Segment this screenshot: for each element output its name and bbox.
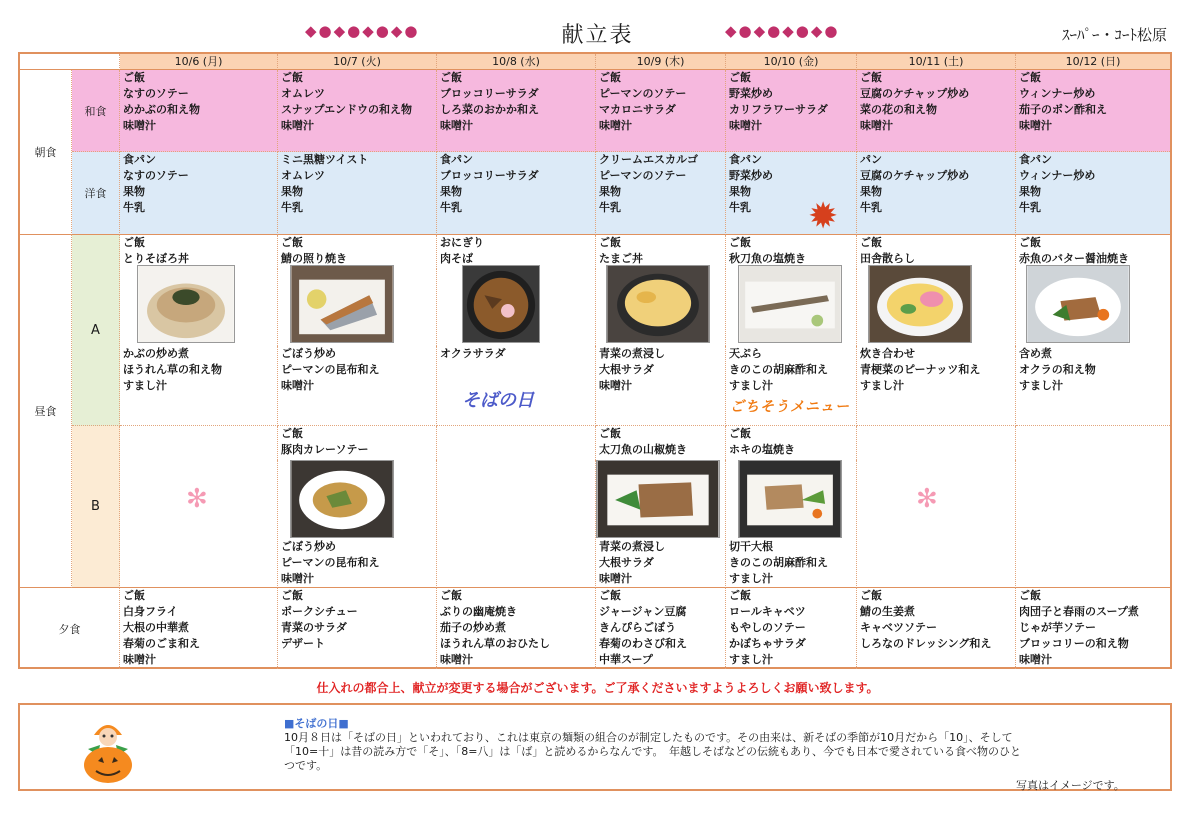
menu-item: ブロッコリーの和え物: [1019, 637, 1129, 650]
day-header: 10/8 (水): [437, 54, 596, 70]
menu-item: すまし汁: [1019, 379, 1063, 392]
gochisou-menu-label: ごちそうメニュー: [730, 399, 850, 415]
lunch-a-top-cell: [1016, 235, 1170, 269]
photo-hoki-shioyaki: [738, 460, 842, 538]
menu-item: 食パン: [729, 153, 762, 166]
menu-item: 果物: [123, 185, 145, 198]
menu-item: 食パン: [1019, 153, 1052, 166]
dinner-cell: [857, 588, 1016, 669]
page-title: 献立表: [561, 23, 634, 48]
menu-item: スナップエンドウの和え物: [281, 103, 413, 116]
menu-item: 味噌汁: [440, 119, 473, 132]
breakfast-wa-cell: [437, 70, 596, 152]
menu-item: 茄子のポン酢和え: [1019, 103, 1107, 116]
day-header: 10/11 (土): [857, 54, 1016, 70]
menu-item: 肉団子と春雨のスープ煮: [1019, 605, 1139, 618]
menu-item: 豆腐のケチャップ炒め: [860, 87, 970, 100]
menu-item: 太刀魚の山椒焼き: [599, 443, 687, 456]
menu-item: 味噌汁: [599, 379, 632, 392]
menu-item: おにぎり: [440, 236, 484, 249]
breakfast-wa-cell: [596, 70, 726, 152]
menu-item: 豆腐のケチャップ炒め: [860, 169, 970, 182]
menu-item: なすのソテー: [123, 169, 189, 182]
menu-item: ピーマンの昆布和え: [281, 363, 380, 376]
info-text: 10月８日は「そばの日」といわれており、これは東京の麺類の組合のが制定したものです。その由来は、新そばの季節が10月だから「10」、そして「10=十」は昔の読み方で「そ」、「8=八」は「ば」と読めるからなんです。 年越しそばなどの伝統もあり、今でも日本で愛されている食べ物のひとつです。: [284, 731, 1022, 772]
soba-day-info-box: [18, 703, 1172, 791]
lunch-a-top-cell: [278, 235, 437, 269]
day-header: 10/12 (日): [1016, 54, 1170, 70]
menu-item: ウィンナー炒め: [1019, 87, 1096, 100]
menu-item: 鯖の照り焼き: [281, 252, 347, 265]
menu-item: オムレツ: [281, 87, 325, 100]
day-header: 10/7 (火): [278, 54, 437, 70]
menu-item: ご飯: [1019, 236, 1041, 249]
menu-item: マカロニサラダ: [599, 103, 676, 116]
menu-item: しろ菜のおかか和え: [440, 103, 539, 116]
lunch-b-top-cell: [120, 426, 278, 460]
menu-item: 食パン: [123, 153, 156, 166]
menu-item: 牛乳: [440, 201, 462, 214]
flower-icon: ✻: [186, 484, 208, 514]
menu-item: 味噌汁: [860, 119, 893, 132]
lunch-b-top-cell: [857, 426, 1016, 460]
menu-item: ポークシチュー: [281, 605, 358, 618]
photo-akauo-butter: [1026, 265, 1130, 343]
menu-item: 野菜炒め: [729, 87, 773, 100]
menu-item: ご飯: [123, 71, 145, 84]
menu-item: ごぼう炒め: [281, 540, 336, 553]
menu-item: すまし汁: [729, 572, 773, 585]
menu-item: 牛乳: [599, 201, 621, 214]
photo-tachiuo-sansho: [596, 460, 720, 538]
lunch-b-divider: [437, 460, 596, 588]
menu-item: ピーマンの昆布和え: [281, 556, 380, 569]
photo-inaka-chirashi: [868, 265, 972, 343]
menu-item: 秋刀魚の塩焼き: [729, 252, 806, 265]
lunch-b-top-cell: [1016, 426, 1170, 460]
menu-item: ご飯: [860, 236, 882, 249]
menu-item: ご飯: [729, 71, 751, 84]
menu-item: パン: [860, 153, 882, 166]
menu-item: オムレツ: [281, 169, 325, 182]
menu-item: 青菜の煮浸し: [599, 540, 665, 553]
menu-item: ご飯: [281, 589, 303, 602]
label-lunch: 昼食: [20, 235, 72, 588]
menu-item: 牛乳: [281, 201, 303, 214]
menu-item: 春菊のごま和え: [123, 637, 200, 650]
menu-item: とりそぼろ丼: [123, 252, 189, 265]
menu-item: 中華スープ: [599, 653, 653, 666]
menu-item: ごぼう炒め: [281, 347, 336, 360]
menu-item: 牛乳: [1019, 201, 1041, 214]
menu-item: 田舎散らし: [860, 252, 915, 265]
menu-item: 果物: [1019, 185, 1041, 198]
menu-item: ご飯: [599, 589, 621, 602]
menu-item: ご飯: [123, 236, 145, 249]
menu-item: カリフラワーサラダ: [729, 103, 828, 116]
menu-item: 春菊のわさび和え: [599, 637, 687, 650]
label-wa: 和食: [72, 70, 120, 152]
menu-item: すまし汁: [123, 379, 167, 392]
menu-item: 味噌汁: [1019, 119, 1052, 132]
photo-tamago-don: [606, 265, 710, 343]
menu-item: ジャージャン豆腐: [599, 605, 687, 618]
lunch-b-top-cell: [726, 426, 857, 460]
photo-pork-curry-saute: [290, 460, 394, 538]
menu-item: ホキの塩焼き: [729, 443, 795, 456]
menu-item: 青梗菜のピーナッツ和え: [860, 363, 981, 376]
menu-item: ほうれん草のおひたし: [440, 637, 550, 650]
menu-item: すまし汁: [729, 379, 773, 392]
menu-item: ご飯: [599, 71, 621, 84]
breakfast-wa-cell: [120, 70, 278, 152]
menu-item: 鯖の生姜煮: [860, 605, 915, 618]
menu-item: 味噌汁: [440, 653, 473, 666]
menu-item: ご飯: [729, 427, 751, 440]
menu-item: ブロッコリーサラダ: [440, 169, 539, 182]
menu-item: ご飯: [1019, 589, 1041, 602]
menu-item: ご飯: [281, 71, 303, 84]
menu-item: すまし汁: [860, 379, 904, 392]
soba-day-label: そばの日: [462, 390, 534, 411]
menu-item: 牛乳: [123, 201, 145, 214]
menu-item: 果物: [729, 185, 751, 198]
dinner-cell: [596, 588, 726, 669]
menu-item: 果物: [281, 185, 303, 198]
menu-item: 青菜の煮浸し: [599, 347, 665, 360]
menu-item: 味噌汁: [281, 119, 314, 132]
menu-item: 大根サラダ: [599, 363, 654, 376]
menu-item: ご飯: [440, 71, 462, 84]
menu-item: 青菜のサラダ: [281, 621, 347, 634]
flower-icon: ✻: [916, 484, 938, 514]
menu-item: かぼちゃサラダ: [729, 637, 806, 650]
menu-item: じゃが芋ソテー: [1019, 621, 1096, 634]
menu-item: ご飯: [860, 71, 882, 84]
corner-cell: [20, 54, 120, 70]
menu-item: すまし汁: [729, 653, 773, 666]
menu-item: 味噌汁: [729, 119, 762, 132]
dinner-cell: [437, 588, 596, 669]
menu-item: なすのソテー: [123, 87, 189, 100]
menu-item: 含め煮: [1019, 347, 1052, 360]
lunch-a-top-cell: [857, 235, 1016, 269]
menu-item: ぶりの幽庵焼き: [440, 605, 517, 618]
menu-item: デザート: [281, 637, 325, 650]
menu-item: 茄子の炒め煮: [440, 621, 506, 634]
pumpkin-character-icon: [80, 715, 136, 785]
dinner-cell: [120, 588, 278, 669]
photo-sanma-shioyaki: [738, 265, 842, 343]
menu-item: しろなのドレッシング和え: [860, 637, 992, 650]
menu-item: 菜の花の和え物: [860, 103, 937, 116]
dinner-cell: [726, 588, 857, 669]
menu-item: ウィンナー炒め: [1019, 169, 1096, 182]
menu-item: ピーマンのソテー: [599, 169, 687, 182]
dinner-cell: [1016, 588, 1170, 669]
breakfast-yo-cell: [857, 152, 1016, 235]
menu-item: 果物: [440, 185, 462, 198]
menu-item: 味噌汁: [123, 653, 156, 666]
menu-item: 大根の中華煮: [123, 621, 189, 634]
menu-item: めかぶの和え物: [123, 103, 200, 116]
menu-item: 味噌汁: [599, 119, 632, 132]
info-title: ■そばの日■: [284, 717, 349, 730]
menu-item: ミニ黒糖ツイスト: [281, 153, 369, 166]
lunch-a-top-cell: [596, 235, 726, 269]
lunch-b-divider: [1016, 460, 1170, 588]
lunch-a-top-cell: [726, 235, 857, 269]
label-b: B: [72, 426, 120, 588]
lunch-a-top-cell: [437, 235, 596, 269]
menu-item: きのこの胡麻酢和え: [729, 556, 828, 569]
menu-item: オクラの和え物: [1019, 363, 1096, 376]
store-name: ｽｰﾊﾟｰ・ｺｰﾄ松原: [1061, 26, 1167, 44]
lunch-b-divider: [120, 460, 278, 588]
menu-item: 味噌汁: [599, 572, 632, 585]
menu-item: きのこの胡麻酢和え: [729, 363, 828, 376]
day-header: 10/9 (木): [596, 54, 726, 70]
menu-item: ご飯: [599, 236, 621, 249]
menu-item: 味噌汁: [281, 379, 314, 392]
day-header: 10/6 (月): [120, 54, 278, 70]
menu-item: ご飯: [729, 589, 751, 602]
breakfast-wa-cell: [278, 70, 437, 152]
menu-item: 食パン: [440, 153, 473, 166]
menu-item: ご飯: [281, 427, 303, 440]
breakfast-wa-cell: [857, 70, 1016, 152]
menu-item: 肉そば: [440, 252, 473, 265]
lunch-b-top-cell: [278, 426, 437, 460]
menu-item: 大根サラダ: [599, 556, 654, 569]
breakfast-yo-cell: [596, 152, 726, 235]
menu-item: 味噌汁: [123, 119, 156, 132]
menu-item: 果物: [860, 185, 882, 198]
menu-item: ご飯: [599, 427, 621, 440]
menu-item: 天ぷら: [729, 347, 762, 360]
change-notice: 仕入れの都合上、献立が変更する場合がございます。ご了承くださいますようよろしくお願い致します。: [316, 681, 879, 695]
menu-item: オクラサラダ: [440, 347, 506, 360]
menu-table: [18, 52, 1172, 669]
menu-item: かぶの炒め煮: [123, 347, 189, 360]
menu-item: 野菜炒め: [729, 169, 773, 182]
label-dinner: 夕食: [20, 588, 120, 669]
menu-item: もやしのソテー: [729, 621, 806, 634]
menu-item: ご飯: [1019, 71, 1041, 84]
menu-item: ピーマンのソテー: [599, 87, 687, 100]
menu-item: クリームエスカルゴ: [599, 153, 698, 166]
menu-item: 味噌汁: [1019, 653, 1052, 666]
lunch-a-top-cell: [120, 235, 278, 269]
menu-item: 白身フライ: [123, 605, 178, 618]
label-yo: 洋食: [72, 152, 120, 235]
menu-item: ご飯: [123, 589, 145, 602]
breakfast-yo-cell: [278, 152, 437, 235]
menu-item: ご飯: [860, 589, 882, 602]
breakfast-yo-cell: [1016, 152, 1170, 235]
dinner-cell: [278, 588, 437, 669]
maple-leaf-icon: ✹: [808, 196, 839, 237]
breakfast-wa-cell: [1016, 70, 1170, 152]
photo-saba-teriyaki: [290, 265, 394, 343]
menu-item: 牛乳: [729, 201, 751, 214]
menu-item: ロールキャベツ: [729, 605, 806, 618]
photo-niku-soba: [462, 265, 540, 343]
photo-note: 写真はイメージです。: [1016, 779, 1125, 792]
menu-item: 炊き合わせ: [860, 347, 915, 360]
title-decoration-right: ◆●◆●◆●◆●: [725, 22, 840, 40]
menu-item: 豚肉カレーソテー: [281, 443, 369, 456]
day-header: 10/10 (金): [726, 54, 857, 70]
menu-item: 切干大根: [729, 540, 773, 553]
menu-item: 赤魚のバター醤油焼き: [1019, 252, 1129, 265]
photo-torisoboro-don: [137, 265, 235, 343]
menu-item: きんぴらごぼう: [599, 621, 676, 634]
menu-item: キャベツソテー: [860, 621, 937, 634]
lunch-b-top-cell: [596, 426, 726, 460]
menu-item: ご飯: [281, 236, 303, 249]
breakfast-yo-cell: [437, 152, 596, 235]
breakfast-yo-cell: [120, 152, 278, 235]
lunch-b-divider: [857, 460, 1016, 588]
menu-item: 味噌汁: [281, 572, 314, 585]
menu-item: 果物: [599, 185, 621, 198]
menu-item: ご飯: [729, 236, 751, 249]
menu-item: ブロッコリーサラダ: [440, 87, 539, 100]
title-decoration-left: ◆●◆●◆●◆●: [305, 22, 420, 40]
lunch-b-top-cell: [437, 426, 596, 460]
menu-item: ほうれん草の和え物: [123, 363, 222, 376]
menu-item: 牛乳: [860, 201, 882, 214]
label-a: A: [72, 235, 120, 426]
menu-item: ご飯: [440, 589, 462, 602]
label-breakfast: 朝食: [20, 70, 72, 235]
menu-item: たまご丼: [599, 252, 643, 265]
breakfast-wa-cell: [726, 70, 857, 152]
